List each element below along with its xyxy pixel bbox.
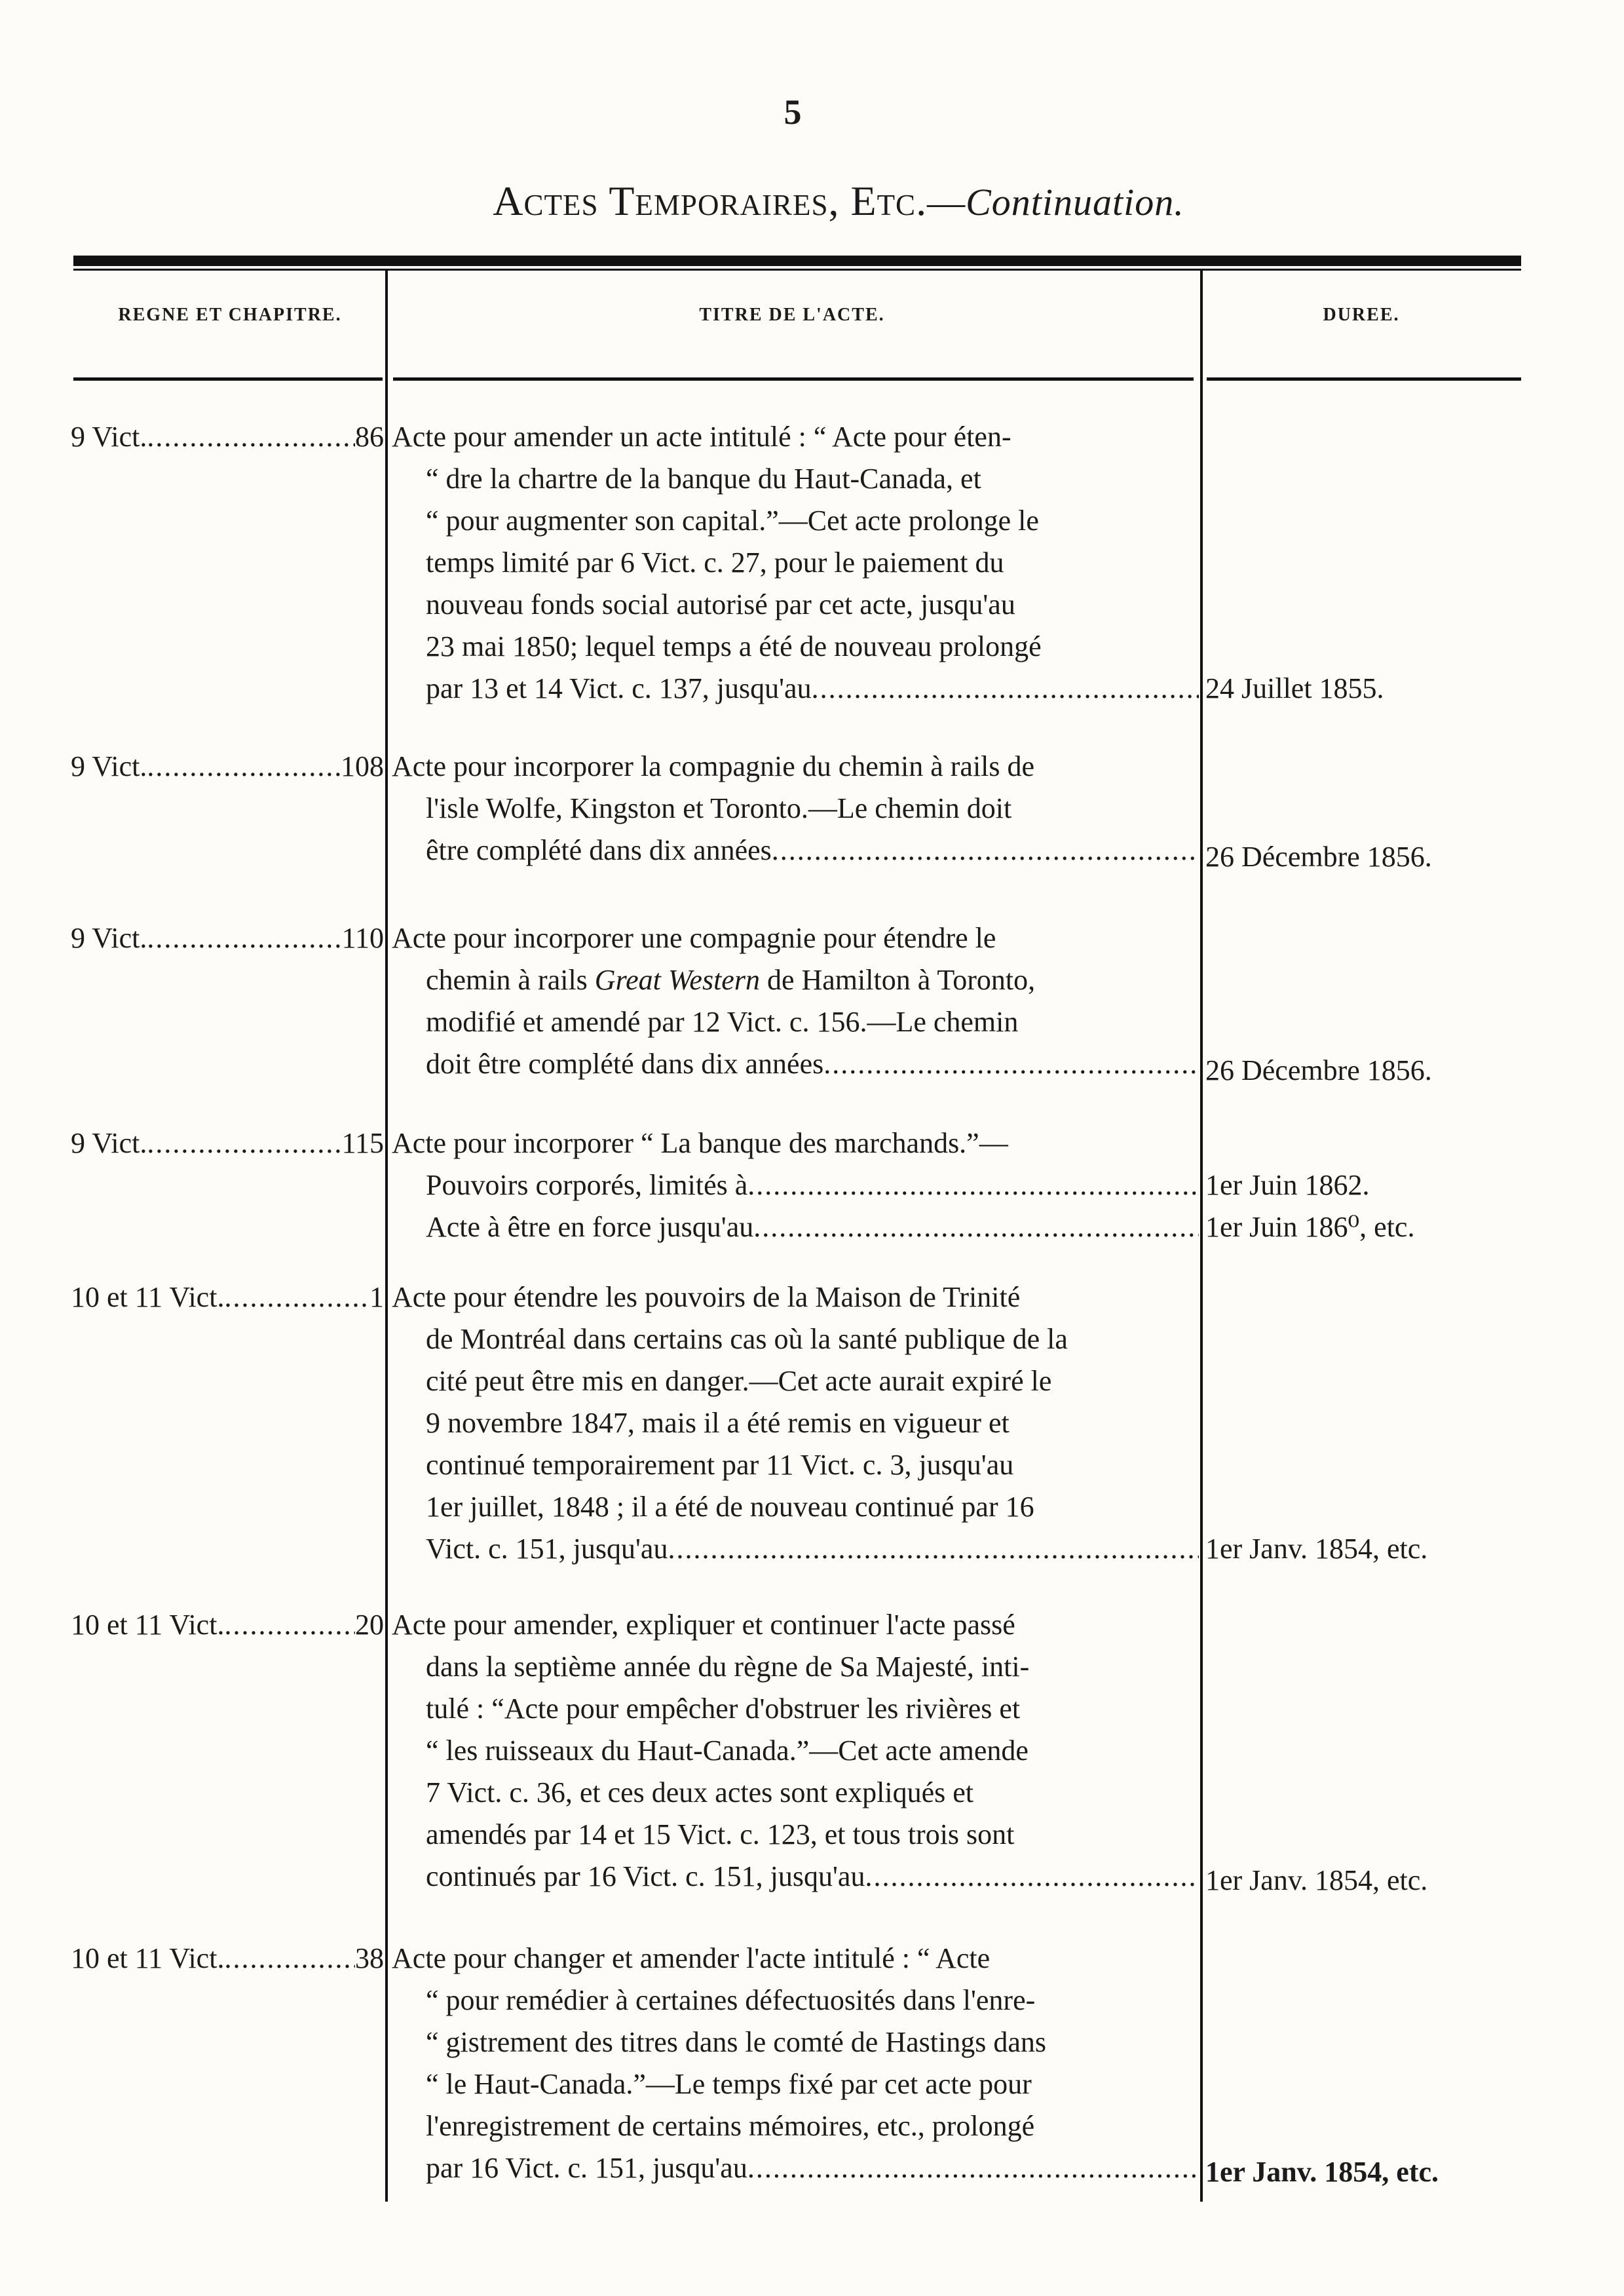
act-line: cité peut être mis en danger.—Cet acte aurait expiré le (426, 1365, 1052, 1397)
duration-cell (1205, 924, 1520, 1092)
duration-cell (1205, 1276, 1520, 1570)
dot-leader (224, 1276, 369, 1318)
reign-chapter (71, 416, 384, 458)
duration-value: 24 Juillet 1855. (1205, 672, 1384, 704)
dot-leader (147, 917, 341, 959)
act-line: être complété dans dix années (426, 834, 772, 866)
reign-label: 10 et 11 Vict. (71, 1609, 225, 1641)
duration-cell (1205, 1608, 1520, 1902)
reign-chapter (71, 1604, 384, 1646)
reign-label: 10 et 11 Vict. (71, 1281, 225, 1313)
chapter-number: 86 (355, 421, 384, 453)
act-line: 23 mai 1850; lequel temps a été de nouveau prolongé (426, 630, 1042, 662)
duration-value: 1er Janv. 1854, etc. (1205, 1533, 1428, 1565)
act-line: continués par 16 Vict. c. 151, jusqu'au (426, 1860, 865, 1892)
act-title-text (392, 1276, 1199, 1570)
act-line: Acte pour incorporer “ La banque des marchands.”— (392, 1127, 1008, 1159)
act-title-text (392, 1604, 1199, 1898)
dot-leader (147, 746, 341, 788)
act-line: continué temporairement par 11 Vict. c. 3, jusqu'au (426, 1449, 1014, 1481)
act-line-leader (392, 1043, 1199, 1085)
duration-cell (1205, 416, 1520, 710)
title-dash: — (927, 181, 966, 223)
act-line-leader (392, 1856, 1199, 1898)
act-line: “ gistrement des titres dans le comté de Hastings dans (426, 2026, 1046, 2058)
act-line (392, 959, 1199, 1001)
column-head-duration: DUREE. (1323, 305, 1400, 325)
act-line: modifié et amendé par 12 Vict. c. 156.—Le chemin (426, 1006, 1019, 1038)
act-line: “ le Haut-Canada.”—Le temps fixé par cet acte pour (426, 2068, 1032, 2100)
dot-leader (224, 1938, 355, 1980)
dot-leader (865, 1856, 1199, 1898)
act-line: doit être complété dans dix années (426, 1048, 824, 1080)
railway-name: Great Western (594, 964, 760, 996)
act-line: Acte pour étendre les pouvoirs de la Maison de Trinité (392, 1281, 1021, 1313)
dot-leader (224, 1604, 355, 1646)
chapter-number: 108 (341, 750, 384, 782)
column-head-reign: REGNE ET CHAPITRE. (118, 305, 342, 325)
act-line-leader (392, 1164, 1199, 1206)
reign-chapter (71, 1276, 384, 1318)
act-line: “ les ruisseaux du Haut-Canada.”—Cet acte amende (426, 1734, 1029, 1767)
duration-value: 1er Juin 1862. (1205, 1169, 1370, 1201)
act-line: Acte à être en force jusqu'au (426, 1211, 754, 1243)
column-head-title: TITRE DE L'ACTE. (699, 305, 885, 325)
act-line: de Montréal dans certains cas où la santé publique de la (426, 1323, 1068, 1355)
act-title-text (392, 1122, 1199, 1248)
act-line: nouveau fonds social autorisé par cet acte, jusqu'au (426, 588, 1015, 621)
act-line: tulé : “Acte pour empêcher d'obstruer les rivières et (426, 1693, 1021, 1725)
act-line: l'enregistrement de certains mémoires, etc., prolongé (426, 2110, 1035, 2142)
chapter-number: 38 (355, 1942, 384, 1974)
act-line-part: de Hamilton à Toronto, (766, 964, 1036, 996)
act-line: Acte pour incorporer une compagnie pour étendre le (392, 922, 996, 954)
dot-leader (747, 1164, 1199, 1206)
duration-cell (1205, 752, 1520, 878)
duration-value: 1er Juin 186⁰, etc. (1205, 1211, 1415, 1243)
act-line: Vict. c. 151, jusqu'au (426, 1533, 668, 1565)
title-continuation: Continuation. (966, 181, 1184, 223)
act-line-leader (392, 668, 1199, 710)
act-line-part: chemin à rails (426, 964, 588, 996)
act-line: temps limité par 6 Vict. c. 27, pour le paiement du (426, 546, 1004, 579)
duration-cell (1205, 1942, 1520, 2193)
dot-leader (753, 1206, 1199, 1248)
reign-label: 9 Vict. (71, 421, 147, 453)
duration-value: 26 Décembre 1856. (1205, 1054, 1432, 1086)
act-line: Acte pour amender, expliquer et continuer l'acte passé (392, 1609, 1015, 1641)
top-double-rule (73, 256, 1521, 266)
page-number: 5 (784, 92, 802, 132)
act-line: Acte pour changer et amender l'acte intitulé : “ Acte (392, 1942, 991, 1974)
act-line: “ pour remédier à certaines défectuosités dans l'enre- (426, 1984, 1036, 2016)
chapter-number: 110 (341, 922, 384, 954)
duration-value: 1er Janv. 1854, etc. (1205, 1864, 1428, 1896)
duration-value: 26 Décembre 1856. (1205, 841, 1432, 873)
dot-leader (147, 1122, 341, 1164)
duration-value: 1er Janv. 1854, etc. (1205, 2156, 1439, 2188)
act-line: amendés par 14 et 15 Vict. c. 123, et tous trois sont (426, 1818, 1015, 1850)
reign-label: 10 et 11 Vict. (71, 1942, 225, 1974)
dot-leader (823, 1043, 1199, 1085)
header-rule-reign (73, 377, 383, 381)
act-title-text (392, 416, 1199, 710)
chapter-number: 20 (355, 1609, 384, 1641)
reign-chapter (71, 746, 384, 788)
title-main: Actes Temporaires, Etc. (493, 178, 928, 224)
act-title-text (392, 917, 1199, 1085)
page-title (197, 177, 1481, 225)
column-rule-left (385, 269, 388, 2202)
act-line: l'isle Wolfe, Kingston et Toronto.—Le chemin doit (426, 792, 1012, 824)
dot-leader (147, 416, 355, 458)
column-rule-right (1200, 269, 1203, 2202)
act-line: “ dre la chartre de la banque du Haut-Canada, et (426, 463, 981, 495)
act-line: Acte pour amender un acte intitulé : “ Acte pour éten- (392, 421, 1011, 453)
dot-leader (772, 830, 1199, 871)
act-line: 7 Vict. c. 36, et ces deux actes sont expliqués et (426, 1776, 973, 1808)
act-line: par 16 Vict. c. 151, jusqu'au (426, 2152, 747, 2184)
act-line-leader (392, 1206, 1199, 1248)
duration-cell (1205, 1122, 1520, 1248)
chapter-number: 115 (341, 1127, 384, 1159)
act-line: “ pour augmenter son capital.”—Cet acte prolonge le (426, 505, 1039, 537)
header-rule-duration (1207, 377, 1521, 381)
reign-chapter (71, 1122, 384, 1164)
dot-leader (812, 668, 1199, 710)
chapter-number: 1 (369, 1281, 384, 1313)
act-line: Pouvoirs corporés, limités à (426, 1169, 748, 1201)
act-line: Acte pour incorporer la compagnie du chemin à rails de (392, 750, 1035, 782)
act-title-text (392, 1938, 1199, 2189)
reign-chapter (71, 1938, 384, 1980)
reign-label: 9 Vict. (71, 922, 147, 954)
act-line-leader (392, 2147, 1199, 2189)
reign-label: 9 Vict. (71, 1127, 147, 1159)
dot-leader (747, 2147, 1199, 2189)
act-line: par 13 et 14 Vict. c. 137, jusqu'au (426, 672, 812, 704)
dot-leader (668, 1528, 1199, 1570)
act-line: dans la septième année du règne de Sa Majesté, inti- (426, 1651, 1030, 1683)
act-line-leader (392, 830, 1199, 871)
act-line: 1er juillet, 1848 ; il a été de nouveau continué par 16 (426, 1491, 1034, 1523)
reign-chapter (71, 917, 384, 959)
act-title-text (392, 746, 1199, 871)
header-rule-title (393, 377, 1194, 381)
act-line-leader (392, 1528, 1199, 1570)
reign-label: 9 Vict. (71, 750, 147, 782)
act-line: 9 novembre 1847, mais il a été remis en vigueur et (426, 1407, 1010, 1439)
